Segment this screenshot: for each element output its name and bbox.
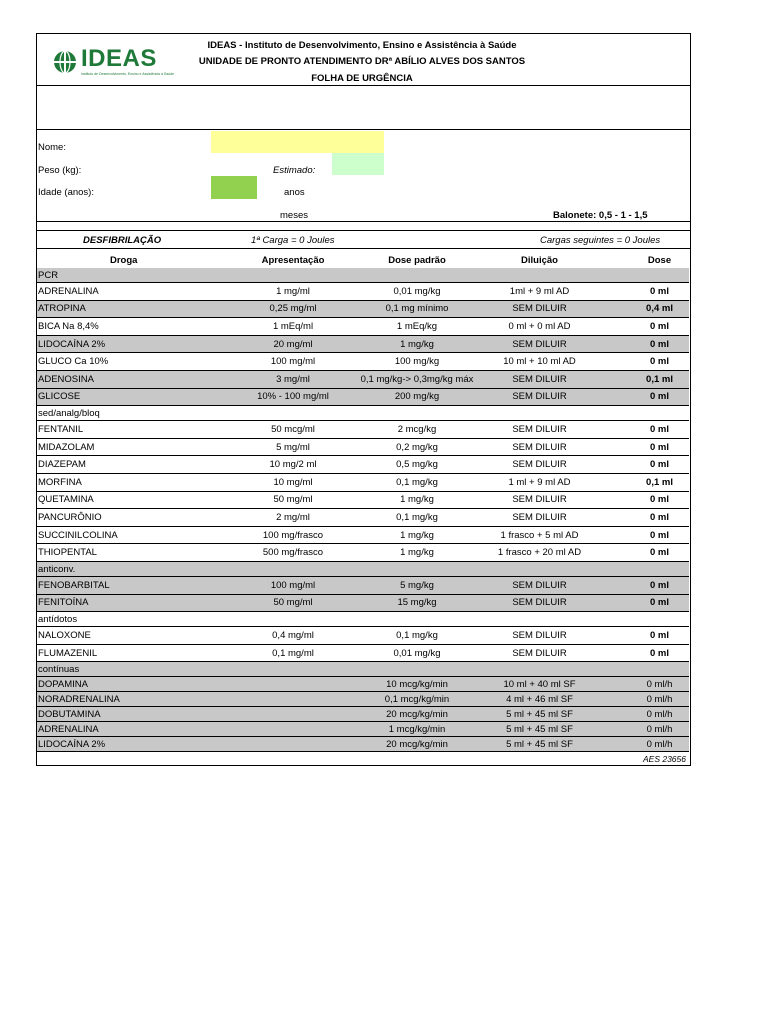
apresentacao-cell xyxy=(243,677,343,691)
table-row xyxy=(37,492,689,510)
dose-cell: 0 ml xyxy=(649,647,669,659)
drug-name: FLUMAZENIL xyxy=(38,647,98,659)
divider xyxy=(37,129,690,130)
dose-padrao-cell: 15 mg/kg xyxy=(397,597,437,609)
drug-name: QUETAMINA xyxy=(38,494,94,506)
table-row xyxy=(37,353,689,371)
dose-cell: 0 ml xyxy=(649,511,669,523)
dose-cell: 0 ml/h xyxy=(646,678,673,690)
drug-name: ATROPINA xyxy=(38,303,86,315)
apresentacao-cell: 10% - 100 mg/ml xyxy=(257,391,329,403)
table-row xyxy=(37,722,689,737)
dose-cell: 0,4 ml xyxy=(646,303,673,315)
meses-label: meses xyxy=(280,210,308,221)
diluicao-cell: SEM DILUIR xyxy=(512,629,567,641)
dose-cell: 0 ml/h xyxy=(646,738,673,750)
dose-padrao-cell: 2 mcg/kg xyxy=(397,423,437,435)
diluicao-cell: 1 frasco + 20 ml AD xyxy=(497,547,582,559)
footer-code: AES 23656 xyxy=(642,754,686,764)
drug-name: FENOBARBITAL xyxy=(38,579,110,591)
header-line-2: UNIDADE DE PRONTO ATENDIMENTO DRª ABÍLIO ALVES DOS SANTOS xyxy=(198,56,526,67)
drug-name: THIOPENTAL xyxy=(38,547,97,559)
section-label: contínuas xyxy=(38,663,80,675)
apresentacao-cell xyxy=(243,737,343,751)
dose-cell: 0 ml xyxy=(649,529,669,541)
header-dose: Dose xyxy=(647,254,672,266)
nome-label: Nome: xyxy=(38,142,66,153)
diluicao-cell: 0 ml + 0 ml AD xyxy=(508,320,571,332)
dose-cell: 0,1 ml xyxy=(646,476,673,488)
dose-padrao-cell: 0,1 mg/kg-> 0,3mg/kg máx xyxy=(360,373,474,385)
table-row xyxy=(37,509,689,527)
table-row xyxy=(37,371,689,389)
drug-name: DOBUTAMINA xyxy=(38,708,101,720)
dose-padrao-cell: 10 mcg/kg/min xyxy=(386,678,448,690)
dose-cell: 0 ml xyxy=(649,423,669,435)
diluicao-cell: 1ml + 9 ml AD xyxy=(509,285,570,297)
table-row xyxy=(37,627,689,645)
table-row xyxy=(37,595,689,613)
dose-cell: 0 ml xyxy=(649,597,669,609)
dose-padrao-cell: 20 mcg/kg/min xyxy=(386,708,448,720)
dose-padrao-cell: 1 mg/kg xyxy=(400,494,434,506)
header-line-1: IDEAS - Instituto de Desenvolvimento, Ensino e Assistência à Saúde xyxy=(207,40,517,51)
header-apresentacao: Apresentação xyxy=(261,254,325,266)
section-label: PCR xyxy=(38,269,59,281)
diluicao-cell: 10 ml + 40 ml SF xyxy=(503,678,576,690)
drug-name: SUCCINILCOLINA xyxy=(38,529,118,541)
dose-padrao-cell: 1 mg/kg xyxy=(400,529,434,541)
dose-padrao-cell: 1 mg/kg xyxy=(400,547,434,559)
apresentacao-cell: 2 mg/ml xyxy=(276,511,310,523)
apresentacao-cell xyxy=(243,722,343,736)
dose-padrao-cell: 1 mg/kg xyxy=(400,338,434,350)
header-diluicao: Diluição xyxy=(521,254,558,266)
apresentacao-cell xyxy=(243,707,343,721)
dose-cell: 0 ml xyxy=(649,579,669,591)
drug-name: FENTANIL xyxy=(38,423,84,435)
dose-padrao-cell: 0,2 mg/kg xyxy=(396,441,438,453)
dose-padrao-cell: 0,01 mg/kg xyxy=(393,285,441,297)
apresentacao-cell: 100 mg/ml xyxy=(270,579,316,591)
diluicao-cell: 4 ml + 46 ml SF xyxy=(506,693,573,705)
diluicao-cell: SEM DILUIR xyxy=(512,579,567,591)
diluicao-cell: 5 ml + 45 ml SF xyxy=(506,723,573,735)
dose-cell: 0 ml/h xyxy=(646,723,673,735)
divider xyxy=(37,230,690,231)
divider xyxy=(37,248,690,249)
apresentacao-cell: 1 mEq/ml xyxy=(272,320,314,332)
dose-cell: 0 ml xyxy=(649,629,669,641)
table-row xyxy=(37,527,689,545)
dose-cell: 0 ml/h xyxy=(646,708,673,720)
drug-name: NORADRENALINA xyxy=(38,693,120,705)
dose-cell: 0 ml xyxy=(649,338,669,350)
table-header xyxy=(37,253,689,267)
apresentacao-cell: 50 mcg/ml xyxy=(271,423,315,435)
apresentacao-cell: 10 mg/ml xyxy=(273,476,313,488)
diluicao-cell: SEM DILUIR xyxy=(512,391,567,403)
desfib-label: DESFIBRILAÇÃO xyxy=(83,235,162,246)
section-row xyxy=(37,612,689,627)
apresentacao-cell: 50 mg/ml xyxy=(273,494,313,506)
diluicao-cell: SEM DILUIR xyxy=(512,597,567,609)
diluicao-cell: SEM DILUIR xyxy=(512,647,567,659)
table-row xyxy=(37,389,689,407)
apresentacao-cell: 0,25 mg/ml xyxy=(269,303,317,315)
diluicao-cell: SEM DILUIR xyxy=(512,494,567,506)
drug-name: LIDOCAÍNA 2% xyxy=(38,738,106,750)
table-row xyxy=(37,544,689,562)
apresentacao-cell: 500 mg/frasco xyxy=(262,547,324,559)
dose-padrao-cell: 5 mg/kg xyxy=(400,579,434,591)
section-row xyxy=(37,562,689,577)
section-row xyxy=(37,268,689,283)
drug-name: MIDAZOLAM xyxy=(38,441,95,453)
dose-cell: 0 ml xyxy=(649,441,669,453)
header-dose-padrao: Dose padrão xyxy=(388,254,446,266)
drug-name: GLICOSE xyxy=(38,391,81,403)
apresentacao-cell: 0,4 mg/ml xyxy=(272,629,314,641)
drug-name: PANCURÔNIO xyxy=(38,511,102,523)
diluicao-cell: SEM DILUIR xyxy=(512,303,567,315)
dose-padrao-cell: 1 mEq/kg xyxy=(396,320,438,332)
table-row xyxy=(37,439,689,457)
table-row xyxy=(37,336,689,354)
apresentacao-cell: 100 mg/ml xyxy=(270,356,316,368)
urgency-sheet xyxy=(36,33,691,766)
dose-padrao-cell: 0,1 mcg/kg/min xyxy=(384,693,450,705)
table-row xyxy=(37,645,689,663)
dose-cell: 0 ml xyxy=(649,494,669,506)
diluicao-cell: SEM DILUIR xyxy=(512,338,567,350)
section-label: antídotos xyxy=(38,613,78,625)
dose-padrao-cell: 0,1 mg/kg xyxy=(396,476,438,488)
section-label: anticonv. xyxy=(38,563,76,575)
apresentacao-cell: 20 mg/ml xyxy=(273,338,313,350)
diluicao-cell: SEM DILUIR xyxy=(512,441,567,453)
diluicao-cell: SEM DILUIR xyxy=(512,373,567,385)
dose-padrao-cell: 0,1 mg/kg xyxy=(396,511,438,523)
table-row xyxy=(37,456,689,474)
diluicao-cell: 10 ml + 10 ml AD xyxy=(503,356,576,368)
header-line-3: FOLHA DE URGÊNCIA xyxy=(311,73,413,84)
diluicao-cell: SEM DILUIR xyxy=(512,423,567,435)
dose-cell: 0 ml xyxy=(649,391,669,403)
desfib-carga1: 1ª Carga = 0 Joules xyxy=(251,235,335,246)
drug-name: ADRENALINA xyxy=(38,723,99,735)
peso-label: Peso (kg): xyxy=(38,165,82,176)
section-label: sed/analg/bloq xyxy=(38,407,100,419)
dose-padrao-cell: 1 mcg/kg/min xyxy=(388,723,446,735)
drug-name: LIDOCAÍNA 2% xyxy=(38,338,106,350)
diluicao-cell: SEM DILUIR xyxy=(512,511,567,523)
divider xyxy=(37,221,690,222)
desfib-cargas-seguintes: Cargas seguintes = 0 Joules xyxy=(540,235,661,246)
dose-cell: 0 ml xyxy=(649,285,669,297)
table-row xyxy=(37,318,689,336)
section-row xyxy=(37,662,689,677)
anos-label: anos xyxy=(284,187,305,198)
dose-padrao-cell: 0,1 mg mínimo xyxy=(385,303,449,315)
apresentacao-cell xyxy=(243,692,343,706)
table-row xyxy=(37,577,689,595)
drug-name: DIAZEPAM xyxy=(38,459,86,471)
drug-name: MORFINA xyxy=(38,476,82,488)
dose-padrao-cell: 200 mg/kg xyxy=(394,391,440,403)
dose-padrao-cell: 0,1 mg/kg xyxy=(396,629,438,641)
idade-label: Idade (anos): xyxy=(38,187,94,198)
header-droga: Droga xyxy=(110,254,138,266)
dose-padrao-cell: 20 mcg/kg/min xyxy=(386,738,448,750)
balonete-text: Balonete: 0,5 - 1 - 1,5 xyxy=(553,210,648,221)
drug-name: NALOXONE xyxy=(38,629,91,641)
dose-padrao-cell: 0,01 mg/kg xyxy=(393,647,441,659)
logo-text: IDEAS xyxy=(81,45,157,72)
dose-cell: 0 ml xyxy=(649,356,669,368)
diluicao-cell: 1 ml + 9 ml AD xyxy=(508,476,571,488)
apresentacao-cell: 100 mg/frasco xyxy=(262,529,324,541)
dose-cell: 0 ml xyxy=(649,459,669,471)
nome-field[interactable] xyxy=(211,131,384,153)
idade-field[interactable] xyxy=(211,176,257,199)
dose-cell: 0,1 ml xyxy=(646,373,673,385)
table-row xyxy=(37,474,689,492)
apresentacao-cell: 3 mg/ml xyxy=(276,373,310,385)
diluicao-cell: 5 ml + 45 ml SF xyxy=(506,708,573,720)
table-row xyxy=(37,301,689,319)
peso-estimado-field[interactable] xyxy=(332,153,384,175)
section-row xyxy=(37,406,689,421)
table-row xyxy=(37,737,689,752)
logo-globe-icon xyxy=(53,50,77,74)
dose-cell: 0 ml/h xyxy=(646,693,673,705)
drug-name: DOPAMINA xyxy=(38,678,88,690)
table-row xyxy=(37,283,689,301)
apresentacao-cell: 0,1 mg/ml xyxy=(272,647,314,659)
drug-name: ADENOSINA xyxy=(38,373,94,385)
apresentacao-cell: 50 mg/ml xyxy=(273,597,313,609)
drug-name: FENITOÍNA xyxy=(38,597,89,609)
apresentacao-cell: 1 mg/ml xyxy=(276,285,310,297)
apresentacao-cell: 10 mg/2 ml xyxy=(269,459,317,471)
drug-name: BICA Na 8,4% xyxy=(38,320,99,332)
apresentacao-cell: 5 mg/ml xyxy=(276,441,310,453)
divider xyxy=(37,85,690,86)
logo-subtitle: Instituto de Desenvolvimento, Ensino e Assistência à Saúde xyxy=(81,72,174,76)
diluicao-cell: 1 frasco + 5 ml AD xyxy=(500,529,579,541)
drug-name: GLUCO Ca 10% xyxy=(38,356,109,368)
dose-padrao-cell: 100 mg/kg xyxy=(394,356,440,368)
estimado-label: Estimado: xyxy=(273,165,316,176)
table-row xyxy=(37,421,689,439)
dose-padrao-cell: 0,5 mg/kg xyxy=(396,459,438,471)
drug-name: ADRENALINA xyxy=(38,285,99,297)
diluicao-cell: SEM DILUIR xyxy=(512,459,567,471)
dose-cell: 0 ml xyxy=(649,320,669,332)
table-row xyxy=(37,677,689,692)
dose-cell: 0 ml xyxy=(649,547,669,559)
table-row xyxy=(37,707,689,722)
diluicao-cell: 5 ml + 45 ml SF xyxy=(506,738,573,750)
table-row xyxy=(37,692,689,707)
